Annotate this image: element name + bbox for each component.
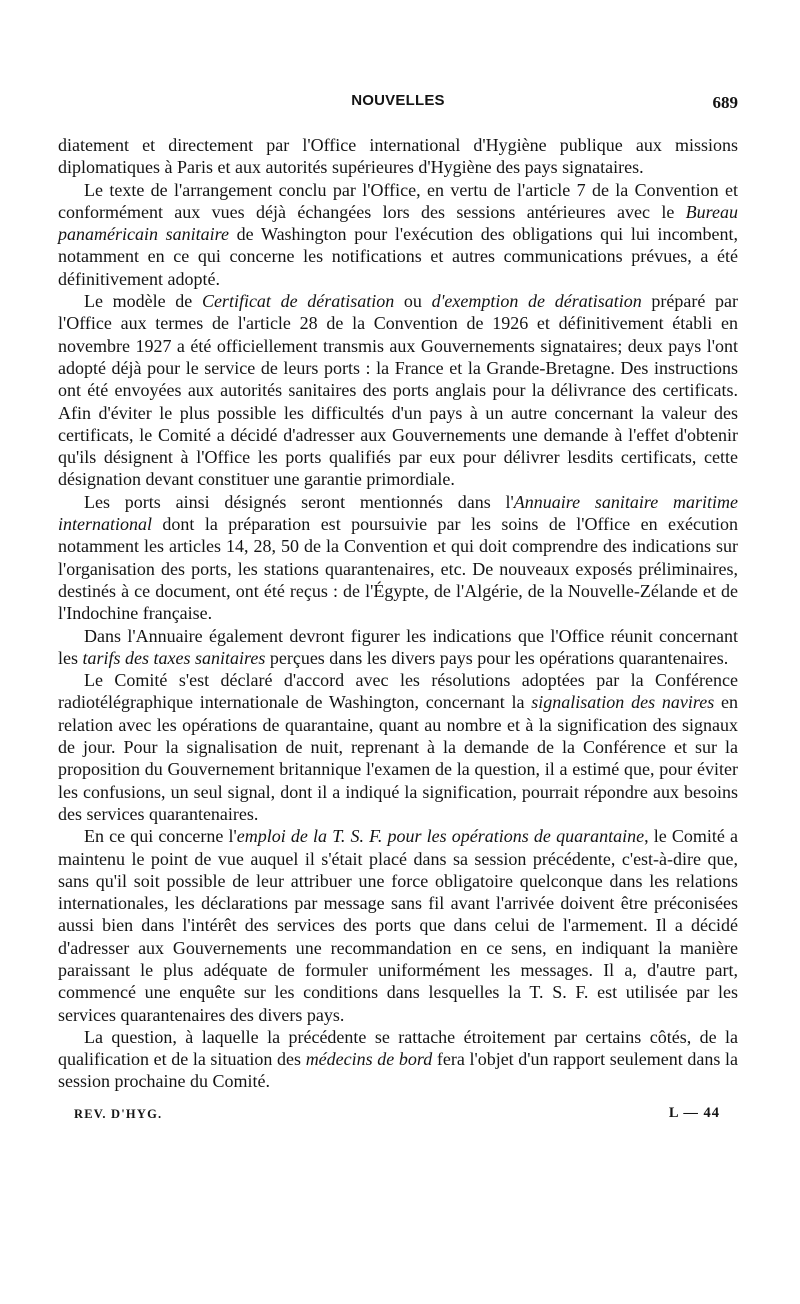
text-run: fera l'objet d'un rapport seulement dans la session prochaine du Comité. [58,1049,738,1092]
italic-phrase: signalisation des navires [531,692,715,713]
text-run: En ce qui concerne l' [84,826,237,847]
running-title: NOUVELLES [351,92,445,109]
text-run: perçues dans les divers pays pour les opérations quarantenaires. [265,647,729,668]
article-body [58,134,738,1093]
paragraph [58,290,738,491]
italic-phrase: tarifs des taxes sanitaires [82,647,266,668]
text-run: Les ports ainsi désignés seront mentionnés dans l' [84,491,514,512]
page-footer [58,1105,738,1125]
paragraph [58,134,738,179]
italic-phrase: Certificat de dératisation [201,291,395,312]
italic-phrase: d'exemption de dératisation [431,291,642,312]
text-run: , le Comité a maintenu le point de vue auquel il s'était placé dans sa session précédente, c'est-à-dire que, sans qu'il soit possible de leur attribuer une force obligatoire quelconque dans les relations internationales, les déclarations par message sans fil avant l'arrivée doivent être préconisées aussi bien dans l'intérêt des services des ports que dans celui de l'armement. Il a décidé d'adresser aux Gouvernements une recommandation en ce sens, en indiquant la manière paraissant le plus adéquate de formuler uniformément les messages. Il a, d'autre part, commencé une enquête sur les conditions dans lesquelles la T. S. F. est utilisée par les services quarantenaires des divers pays. [58,826,738,1025]
paragraph [58,825,738,1026]
text-run: en relation avec les opérations de quarantaine, quant au nombre et à la signification des signaux de jour. Pour la signalisation de nuit, reprenant à la demande de la Conférence et sur la proposition du Gouvernement britannique l'examen de la question, il a estimé que, pour éviter les confusions, un seul signal, dont il a indiqué la signification, pourrait répondre aux besoins des services quarantenaires. [58,692,738,824]
paragraph [58,625,738,670]
text-run: diatement et directement par l'Office international d'Hygiène publique aux missions diplomatiques à Paris et aux autorités supérieures d'Hygiène des pays signataires. [58,135,738,178]
page-header [58,92,738,126]
text-run: Le texte de l'arrangement conclu par l'Office, en vertu de l'article 7 de la Convention et conformément aux vues déjà échangées lors des sessions antérieures avec le [58,179,738,222]
journal-abbreviation: REV. D'HYG. [74,1106,163,1121]
text-run: Le modèle de [84,291,202,312]
text-run: Dans l'Annuaire également devront figurer les indications que l'Office réunit concernant les [58,625,738,668]
page-number: 689 [712,93,738,112]
signature-mark: L — 44 [668,1104,720,1121]
paragraph [58,1026,738,1093]
italic-phrase: emploi de la T. S. F. pour les opérations de quarantaine [236,826,645,847]
paragraph [58,669,738,825]
text-run: ou [394,291,432,312]
italic-phrase: médecins de bord [305,1049,433,1070]
text-run: de Washington pour l'exécution des obligations qui lui incombent, notamment en ce qui concerne les notifications et autres communications prévues, a été définitivement adopté. [58,224,738,289]
paragraph [58,491,738,625]
text-run: dont la préparation est poursuivie par les soins de l'Office en exécution notamment les articles 14, 28, 50 de la Convention et qui doit comprendre des indications sur l'organisation des ports, les stations quarantenaires, etc. De nouveaux exposés préliminaires, destinés à ce document, ont été reçus : de l'Égypte, de l'Algérie, de la Nouvelle-Zélande et de l'Indochine française. [58,514,738,624]
text-run: La question, à laquelle la précédente se rattache étroitement par certains côtés, de la qualification et de la situation des [58,1026,738,1070]
document-page [58,92,738,1125]
paragraph [58,179,738,290]
text-run: Le Comité s'est déclaré d'accord avec les résolutions adoptées par la Conférence radiotélégraphique internationale de Washington, concernant la [58,670,738,713]
italic-phrase: Annuaire sanitaire maritime international [58,491,738,535]
text-run: préparé par l'Office aux termes de l'article 28 de la Convention de 1926 et définitivement établi en novembre 1927 a été officiellement transmis aux Gouvernements signataires; deux pays l'ont adopté déjà pour le service de leurs ports : la France et la Grande-Bretagne. Des instructions ont été envoyées aux autorités sanitaires des ports anglais pour la délivrance des certificats. Afin d'éviter le plus possible les difficultés d'un pays à un autre concernant la valeur des certificats, le Comité a décidé d'adresser aux Gouvernements une demande à l'effet d'obtenir qu'ils désignent à l'Office les ports qualifiés par eux pour délivrer lesdits certificats, cette désignation devant constituer une garantie primordiale. [58,291,738,490]
italic-phrase: Bureau panaméricain sanitaire [58,201,738,245]
